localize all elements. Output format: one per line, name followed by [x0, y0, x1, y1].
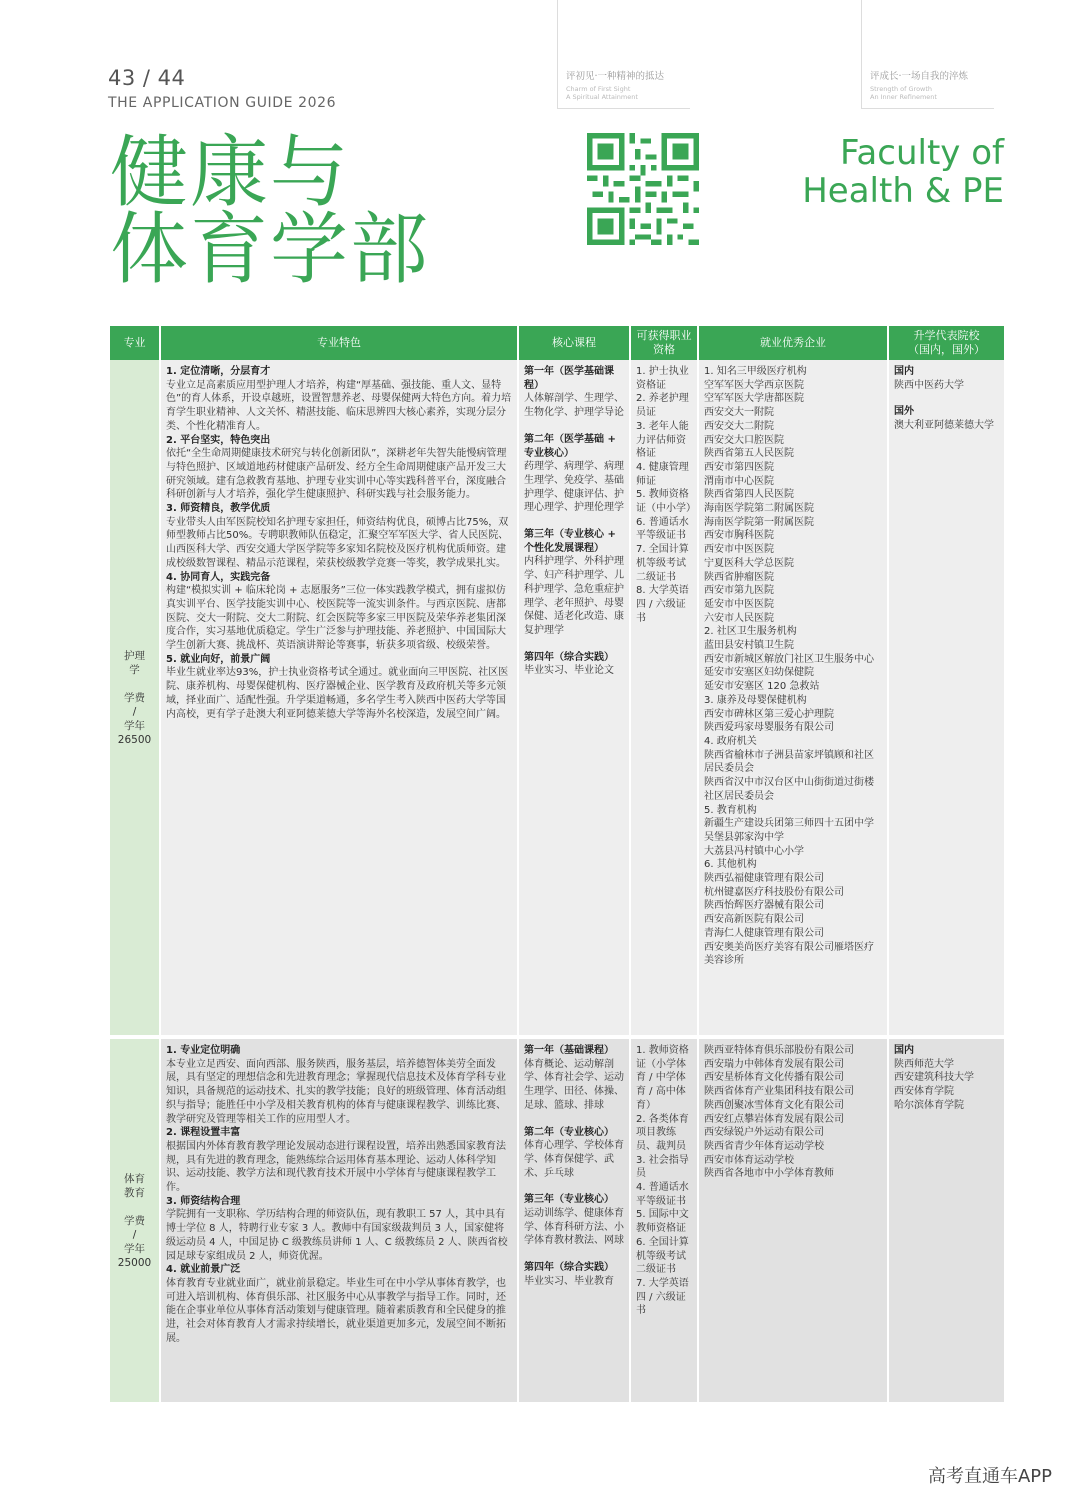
- employer-item: 陕西省青少年体育运动学校: [704, 1140, 824, 1152]
- feature-text: 本专业立足西安、面向西部、服务陕西，服务基层，培养德智体美劳全面发展，具有坚定的理想信念和先进教育理念；掌握现代信息技术及体育学科专业知识，具备规范的运动技术、扎实的教学技能；良好的班级管理、体育活动组织与指导；能胜任中小学及相关教育机构的体育与健康课程教学、训练比赛、教学研究及管理等相关工作的应用型人才。: [166, 1058, 506, 1125]
- guide-title: THE APPLICATION GUIDE 2026: [108, 95, 337, 111]
- header-employers: 就业优秀企业: [698, 326, 888, 360]
- app-watermark: 高考直通车APP: [927, 1466, 1052, 1487]
- nav-tab-first-sight[interactable]: [557, 0, 690, 109]
- course-year-heading: 第一年（基础课程）: [524, 1045, 614, 1056]
- course-list: 内科护理学、外科护理学、妇产科护理学、儿科护理学、急危重症护理学、老年照护、母婴保健、适老化改造、康复护理学: [524, 556, 624, 636]
- course-list: 药理学、病理学、病理生理学、免疫学、基础护理学、健康评估、护理心理学、护理伦理学: [524, 461, 624, 514]
- nav-tab-cn: 评初见·一种精神的抵达: [566, 71, 665, 82]
- employer-item: 西安交大口腔医院: [704, 434, 784, 446]
- employer-item: 延安市中医医院: [704, 598, 774, 610]
- nav-tab-en1: Charm of First Sight: [566, 85, 631, 93]
- qualification-item: 1. 教师资格证（小学体育 / 中学体育 / 高中体育）: [636, 1045, 689, 1111]
- employer-item: 渭南市中心医院: [704, 475, 774, 487]
- employer-item: 3. 康养及母婴保健机构: [704, 694, 807, 706]
- employers-cell: [698, 1037, 888, 1402]
- qualification-item: 4. 健康管理师证: [636, 461, 689, 487]
- header-qualifications: 可获得职业 资格: [630, 326, 698, 360]
- employer-item: 陕西省第四人民医院: [704, 489, 794, 501]
- feature-text: 体育教育专业就业面广，就业前景稳定。毕业生可在中小学从事体育教学，也可进入培训机构、体育俱乐部、社区服务中心从事教学与指导工作。同时，还能在企事业单位从事体育活动策划与健康管理。随着素质教育和全民健身的推进，社会对体育教育人才需求持续增长，就业渠道更加多元，发展空间不断拓展。: [166, 1277, 506, 1344]
- employer-item: 西安星桥体育文化传播有限公司: [704, 1072, 844, 1084]
- nav-tab-en2: A Spiritual Attainment: [566, 93, 638, 101]
- employer-item: 陕西创聚冰雪体育文化有限公司: [704, 1099, 844, 1111]
- course-year-heading: 第二年（专业核心）: [524, 1126, 614, 1138]
- employer-item: 西安瑞力中韩体育发展有限公司: [704, 1058, 844, 1070]
- employer-item: 大荔县冯村镇中心小学: [704, 845, 804, 857]
- faculty-title-line1: 健康与: [110, 128, 351, 218]
- qualification-item: 7. 全国计算机等级考试二级证书: [636, 544, 689, 583]
- qualification-item: 2. 各类体育项目教练员、裁判员: [636, 1113, 689, 1152]
- feature-text: 根据国内外体育教育教学理论发展动态进行课程设置，培养出熟悉国家教育法规，具有先进的教育理念，能熟练综合运用体育基本理论、运动人体科学知识、运动技能、教学方法和现代教育技术开展中小学体育与健康课程教学工作。: [166, 1140, 506, 1194]
- school-list: 陕西中医药大学: [894, 379, 964, 391]
- employer-item: 海南医学院第一附属医院: [704, 516, 814, 528]
- major-name-cell: 体育 教育 学费 / 学年 25000: [110, 1037, 160, 1402]
- employer-item: 延安市安塞区妇幼保健院: [704, 667, 814, 679]
- employer-item: 新疆生产建设兵团第三师四十五团中学: [704, 818, 874, 830]
- feature-heading: 5. 就业向好，前景广阔: [166, 653, 271, 665]
- school-list: 澳大利亚阿德莱德大学: [894, 420, 994, 432]
- features-cell: [160, 1037, 518, 1402]
- employer-item: 西安交大一附院: [704, 407, 774, 419]
- feature-heading: 2. 课程设置丰富: [166, 1127, 241, 1139]
- employer-item: 4. 政府机关: [704, 735, 757, 747]
- employer-item: 西安市碑林区第三爱心护理院: [704, 708, 834, 720]
- school-region-heading: 国内: [894, 1045, 914, 1056]
- feature-heading: 4. 协同育人，实践完备: [166, 571, 271, 583]
- nav-tab-cn: 评成长·一场自我的淬炼: [870, 71, 969, 82]
- nav-tab-en2: An Inner Refinement: [870, 93, 937, 101]
- employer-item: 蓝田县安村镇卫生院: [704, 640, 794, 652]
- feature-heading: 1. 定位清晰，分层育才: [166, 366, 271, 377]
- course-year-heading: 第三年（专业核心）: [524, 1194, 614, 1206]
- qualification-item: 4. 普通话水平等级证书: [636, 1182, 689, 1207]
- employer-item: 陕西省榆林市子洲县苗家坪镇顾和社区居民委员会: [704, 749, 874, 775]
- schools-cell: [888, 1037, 1004, 1402]
- employer-item: 1. 知名三甲级医疗机构: [704, 366, 807, 377]
- feature-text: 学院拥有一支职称、学历结构合理的师资队伍，现有教职工 57 人，其中具有博士学位 8 人，特聘行业专家 3 人。教师中有国家级裁判员 3 人，国家健将级运动员 4 人，中国足协 C 级教练员讲师 1 人、C 级教练员 2 人、陕西省校园足球专家组成员 2 人，师资优渥。: [166, 1209, 508, 1262]
- course-year-heading: 第二年（医学基础 + 专业核心）: [524, 433, 616, 459]
- feature-heading: 1. 专业定位明确: [166, 1045, 241, 1056]
- employer-item: 六安市人民医院: [704, 612, 774, 624]
- faculty-en-title-line2: Health & PE: [802, 171, 1004, 211]
- faculty-title-line2: 体育学部: [110, 205, 431, 295]
- majors-table: [110, 326, 1004, 1402]
- qualification-item: 5. 国际中文教师资格证: [636, 1209, 689, 1235]
- employer-item: 6. 其他机构: [704, 859, 757, 871]
- page-number: 43 / 44: [108, 66, 186, 90]
- feature-heading: 2. 平台坚实，特色突出: [166, 434, 271, 446]
- qualification-item: 3. 老年人能力评估师资格证: [636, 420, 689, 460]
- nav-tab-en1: Strength of Growth: [870, 85, 933, 93]
- employer-item: 陕西爱玛家母婴服务有限公司: [704, 722, 834, 734]
- feature-text: 构建“模拟实训 + 临床轮岗 + 志愿服务”三位一体实践教学模式，拥有虚拟仿真实训平台、医学技能实训中心、校医院等一流实训条件。与西京医院、唐都医院、交大一附院、交大二附院、红会医院等多家三甲医院及荣华养老集团深度合作，实习基地优质稳定。学生广泛参与护理技能、养老照护、中国国际大学生创新大赛、挑战杯、英语演讲辩论等赛事，斩获多项省级、校级荣誉。: [166, 585, 506, 652]
- employer-item: 陕西弘福健康管理有限公司: [704, 873, 824, 885]
- qualification-item: 3. 社会指导员: [636, 1154, 689, 1180]
- employer-item: 杭州键嘉医疗科技股份有限公司: [704, 886, 844, 898]
- courses-cell: [518, 360, 630, 1037]
- employer-item: 西安绿锐户外运动有限公司: [704, 1127, 824, 1139]
- qualification-item: 2. 养老护理员证: [636, 393, 689, 419]
- feature-text: 专业带头人由军医院校知名护理专家担任，师资结构优良，硕博占比75%，双师型教师占比50%。专聘职教师队伍稳定，汇聚空军军医大学、省人民医院、山西医科大学、西安交通大学医学院等多家知名院校及医疗机构优质师资。建成校级数智课程、精品示范课程，荣获校级教学竞赛一等奖，教学成果扎实。: [166, 516, 509, 569]
- header-major: 专业: [110, 326, 160, 360]
- employer-item: 西安市第九医院: [704, 585, 774, 597]
- nav-tab-growth[interactable]: [861, 0, 994, 109]
- course-year-heading: 第三年（专业核心 + 个性化发展课程）: [524, 529, 616, 554]
- qualification-item: 6. 全国计算机等级考试二级证书: [636, 1236, 689, 1276]
- qualifications-cell: [630, 1037, 698, 1402]
- table-row-nursing: [110, 360, 1004, 1037]
- table-row-physical-education: [110, 1037, 1004, 1402]
- feature-text: 毕业生就业率达93%，护士执业资格考试全通过。就业面向三甲医院、社区医院、康养机构、母婴保健机构、医疗器械企业、医学教育及政府机关等多元领域，择业面广、适配性强。升学渠道畅通，多名学生考入陕西中医药大学等国内高校，更有学子赴澳大利亚阿德莱德大学等海外名校深造，发展空间广阔。: [166, 667, 509, 720]
- qualification-item: 7. 大学英语四 / 六级证书: [636, 1277, 689, 1317]
- employer-item: 青海仁人健康管理有限公司: [704, 927, 824, 939]
- employer-item: 西安红点攀岩体育发展有限公司: [704, 1113, 844, 1125]
- major-name-cell: 护理 学 学费 / 学年 26500: [110, 360, 160, 1037]
- feature-heading: 3. 师资精良，教学优质: [166, 503, 271, 515]
- feature-text: 依托“全生命周期健康技术研究与转化创新团队”，深耕老年失智失能慢病管理与特色照护、区域道地药材健康产品研发、经方全生命周期健康产品开发三大研究领域。建有急救教育基地、护理专业实训中心等实践科普平台，深度融合科研创新与人才培养，强化学生健康照护、科研实践与社会服务能力。: [166, 448, 507, 501]
- employer-item: 陕西省各地市中小学体育教师: [704, 1168, 834, 1180]
- employer-item: 西安交大二附院: [704, 420, 774, 432]
- feature-heading: 4. 就业前景广泛: [166, 1264, 241, 1276]
- employer-item: 空军军医大学唐都医院: [704, 393, 804, 405]
- qualification-item: 8. 大学英语四 / 六级证书: [636, 585, 689, 624]
- course-list: 体育概论、运动解剖学、体育社会学、运动生理学、田径、体操、足球、篮球、排球: [524, 1058, 624, 1111]
- school-region-heading: 国外: [894, 406, 914, 418]
- qr-code-icon[interactable]: [587, 133, 699, 245]
- employer-item: 延安市安塞区 120 急救站: [704, 681, 820, 693]
- school-list: 陕西师范大学 西安建筑科技大学 西安体育学院 哈尔滨体育学院: [894, 1058, 974, 1111]
- employer-item: 西安市第四医院: [704, 461, 774, 473]
- employer-item: 2. 社区卫生服务机构: [704, 626, 797, 638]
- employer-item: 陕西省体育产业集团科技有限公司: [704, 1086, 854, 1098]
- feature-heading: 3. 师资结构合理: [166, 1195, 241, 1207]
- courses-cell: [518, 1037, 630, 1402]
- employer-item: 西安市体育运动学校: [704, 1154, 794, 1166]
- employers-cell: [698, 360, 888, 1037]
- employer-item: 海南医学院第二附属医院: [704, 503, 814, 515]
- employer-item: 吴堡县郭家沟中学: [704, 831, 784, 843]
- employer-item: 陕西省肿瘤医院: [704, 571, 774, 583]
- employer-item: 西安市胸科医院: [704, 530, 774, 542]
- faculty-en-title-line1: Faculty of: [840, 133, 1004, 173]
- employer-item: 西安高新医院有限公司: [704, 914, 804, 926]
- course-list: 运动训练学、健康体育学、体育科研方法、小学体育教材教法、网球: [524, 1208, 624, 1247]
- course-list: 毕业实习、毕业论文: [524, 665, 614, 677]
- school-region-heading: 国内: [894, 366, 914, 377]
- employer-item: 西安市中医医院: [704, 544, 774, 556]
- header-schools: 升学代表院校 （国内，国外）: [888, 326, 1004, 360]
- employer-item: 空军军医大学西京医院: [704, 379, 804, 391]
- course-year-heading: 第四年（综合实践）: [524, 651, 614, 663]
- table-header-row: [110, 326, 1004, 360]
- qualification-item: 5. 教师资格证（中小学）: [636, 489, 696, 515]
- feature-text: 专业立足高素质应用型护理人才培养，构建“厚基础、强技能、重人文、显特色”的育人体系，开设卓越班，设置智慧养老、母婴保健两大特色方向。着力培育学生职业精神、人文关怀、精湛技能、临床思辨四大核心素养，实现分层分类、个性化精准育人。: [166, 379, 512, 432]
- employer-item: 陕西怡辉医疗器械有限公司: [704, 900, 824, 912]
- header-features: 专业特色: [160, 326, 518, 360]
- header-courses: 核心课程: [518, 326, 630, 360]
- qualifications-cell: [630, 360, 698, 1037]
- employer-item: 陕西亚特体育俱乐部股份有限公司: [704, 1045, 854, 1056]
- schools-cell: [888, 360, 1004, 1037]
- course-list: 体育心理学、学校体育学、体育保健学、武术、乒乓球: [524, 1140, 624, 1179]
- course-list: 人体解剖学、生理学、生物化学、护理学导论: [524, 393, 624, 419]
- employer-item: 宁夏医科大学总医院: [704, 557, 794, 569]
- employer-item: 西安市新城区解放门社区卫生服务中心: [704, 653, 874, 665]
- employer-item: 陕西省汉中市汉台区中山街街道过街楼社区居民委员会: [704, 777, 874, 802]
- qualification-item: 1. 护士执业资格证: [636, 366, 689, 391]
- course-year-heading: 第一年（医学基础课程）: [524, 366, 614, 391]
- qualification-item: 6. 普通话水平等级证书: [636, 516, 689, 542]
- course-year-heading: 第四年（综合实践）: [524, 1262, 614, 1274]
- features-cell: [160, 360, 518, 1037]
- course-list: 毕业实习、毕业教育: [524, 1275, 614, 1287]
- employer-item: 陕西省第五人民医院: [704, 448, 794, 460]
- employer-item: 西安奥美尚医疗美容有限公司雁塔医疗美容诊所: [704, 941, 874, 967]
- employer-item: 5. 教育机构: [704, 804, 757, 816]
